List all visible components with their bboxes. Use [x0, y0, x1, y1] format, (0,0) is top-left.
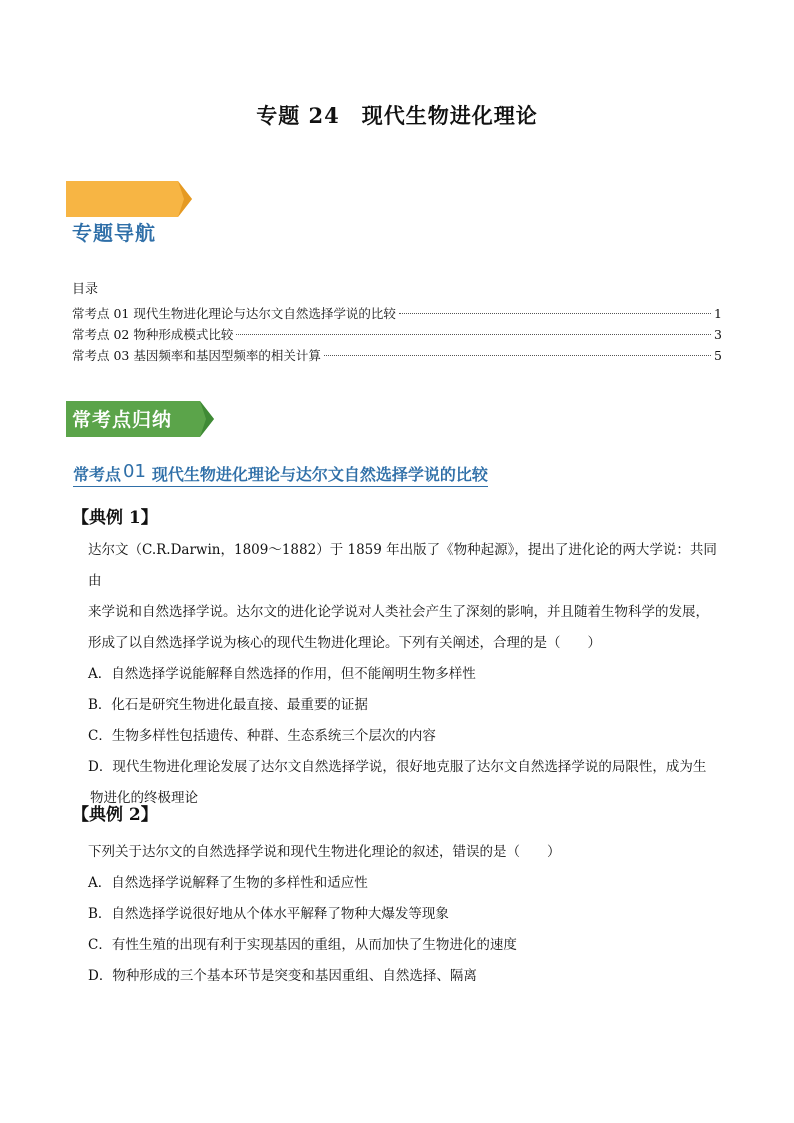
option-d-continuation: 物进化的终极理论: [90, 790, 198, 806]
question-stem-line: 达尔文（C.R.Darwin，1809～1882）于 1859 年出版了《物种起源》，提出了进化论的两大学说：共同由: [88, 542, 717, 589]
example-1-question: [88, 535, 728, 814]
toc-entry[interactable]: [72, 324, 722, 345]
nav-tab-decoration: [66, 181, 192, 217]
page-title: 专题 24 现代生物进化理论: [256, 103, 538, 128]
option-c: C．生物多样性包括遗传、种群、生态系统三个层次的内容: [88, 728, 436, 744]
toc-leader-dots: [324, 355, 711, 356]
toc-leader-dots: [399, 313, 711, 314]
toc-page-number: 1: [714, 306, 722, 321]
point-heading: [73, 462, 488, 487]
option-a: A．自然选择学说能解释自然选择的作用，但不能阐明生物多样性: [88, 666, 476, 682]
toc-page-number: 3: [714, 327, 722, 342]
nav-heading: 专题导航: [72, 221, 156, 245]
example-2-label: 【典例 2】: [72, 805, 158, 825]
point-prefix: 常考点: [73, 465, 122, 484]
option-c: C．有性生殖的出现有利于实现基因的重组，从而加快了生物进化的速度: [88, 937, 517, 953]
example-2-question: [88, 837, 728, 992]
option-d: D．物种形成的三个基本环节是突变和基因重组、自然选择、隔离: [88, 968, 477, 984]
toc-leader-dots: [236, 334, 711, 335]
toc-label: 目录: [72, 282, 99, 297]
option-b: B．化石是研究生物进化最直接、最重要的证据: [88, 697, 368, 713]
point-title: 现代生物进化理论与达尔文自然选择学说的比较: [151, 465, 488, 484]
toc-entry-text[interactable]: 常考点 01 现代生物进化理论与达尔文自然选择学说的比较: [72, 306, 396, 321]
example-1-label: 【典例 1】: [72, 508, 158, 528]
summary-banner-title: 常考点归纳: [72, 409, 173, 431]
option-b: B．自然选择学说很好地从个体水平解释了物种大爆发等现象: [88, 906, 449, 922]
toc-entry[interactable]: [72, 345, 722, 366]
toc-entry-text[interactable]: 常考点 03 基因频率和基因型频率的相关计算: [72, 348, 321, 363]
toc-entry[interactable]: [72, 303, 722, 324]
option-d: D．现代生物进化理论发展了达尔文自然选择学说，很好地克服了达尔文自然选择学说的局限性，成为生: [88, 759, 707, 775]
toc-page-number: 5: [714, 348, 722, 363]
question-stem-line: 来学说和自然选择学说。达尔文的进化论学说对人类社会产生了深刻的影响，并且随着生物科学的发展，: [88, 604, 709, 620]
toc-entry-text[interactable]: 常考点 02 物种形成模式比较: [72, 327, 234, 342]
option-a: A．自然选择学说解释了生物的多样性和适应性: [88, 875, 368, 891]
question-stem-line: 下列关于达尔文的自然选择学说和现代生物进化理论的叙述，错误的是（ ）: [88, 844, 561, 860]
table-of-contents: [72, 303, 722, 366]
point-number: 01: [123, 461, 146, 482]
question-stem-line: 形成了以自然选择学说为核心的现代生物进化理论。下列有关阐述，合理的是（ ）: [88, 635, 601, 651]
